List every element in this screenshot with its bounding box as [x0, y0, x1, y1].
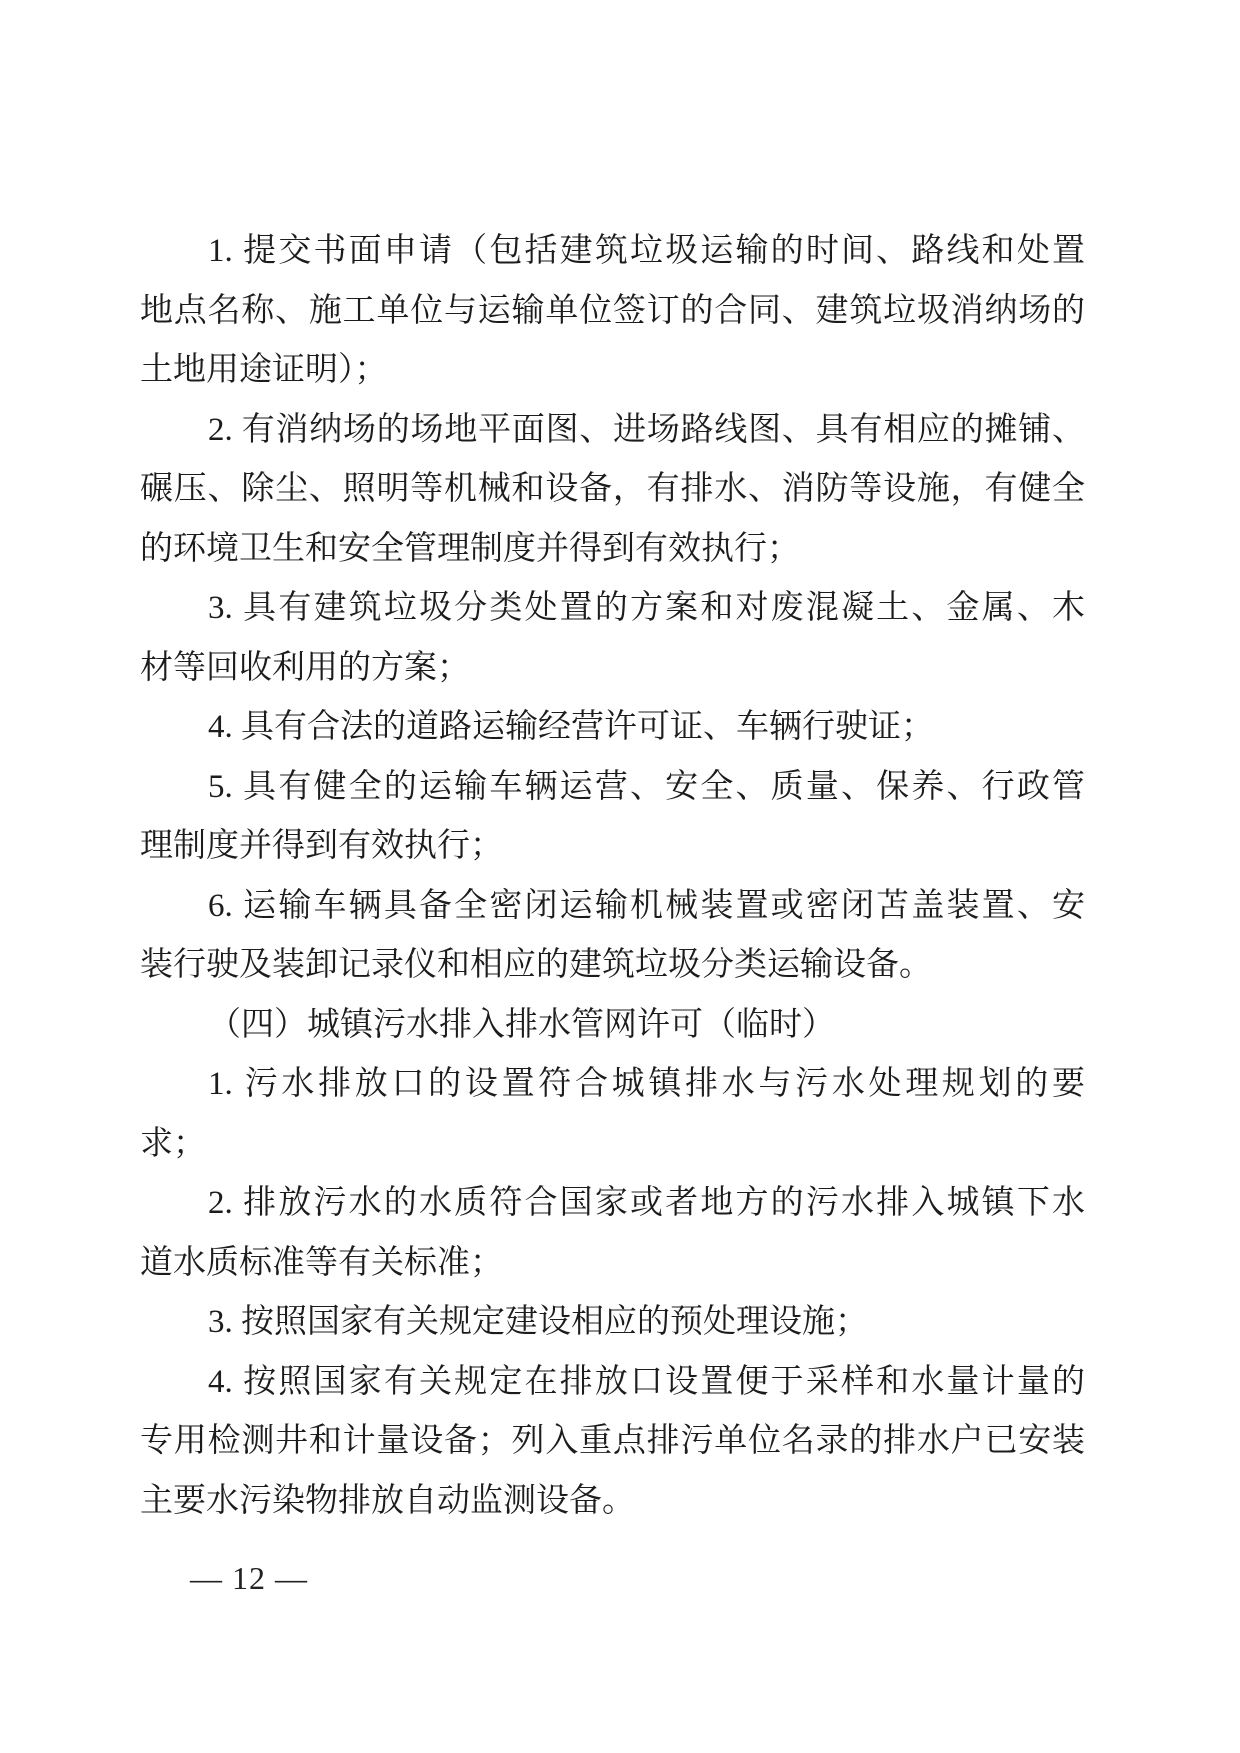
- doc-line: 2. 排放污水的水质符合国家或者地方的污水排入城镇下水: [208, 1185, 1085, 1221]
- body-text: [140, 222, 1085, 1531]
- doc-line: 4. 按照国家有关规定在排放口设置便于采样和水量计量的: [208, 1363, 1085, 1400]
- doc-section-heading: （四）城镇污水排入排水管网许可（临时）: [208, 1006, 835, 1043]
- doc-line: 碾压、除尘、照明等机械和设备，有排水、消防等设施，有健全: [140, 471, 1085, 507]
- doc-line: 1. 提交书面申请（包括建筑垃圾运输的时间、路线和处置: [208, 233, 1085, 269]
- page-number-footer: — 12 —: [190, 1560, 308, 1596]
- doc-line: 理制度并得到有效执行；: [140, 828, 503, 864]
- doc-line: 装行驶及装卸记录仪和相应的建筑垃圾分类运输设备。: [140, 947, 932, 983]
- doc-line: 1. 污水排放口的设置符合城镇排水与污水处理规划的要: [208, 1066, 1085, 1102]
- doc-line: 主要水污染物排放自动监测设备。: [140, 1482, 635, 1519]
- doc-line: 5. 具有健全的运输车辆运营、安全、质量、保养、行政管: [208, 768, 1085, 805]
- doc-line: 4. 具有合法的道路运输经营许可证、车辆行驶证；: [208, 709, 934, 745]
- doc-line: 材等回收利用的方案；: [140, 649, 470, 686]
- doc-line: 3. 按照国家有关规定建设相应的预处理设施；: [208, 1304, 868, 1340]
- doc-line: 2. 有消纳场的场地平面图、进场路线图、具有相应的摊铺、: [208, 411, 1085, 448]
- doc-line: 3. 具有建筑垃圾分类处置的方案和对废混凝土、金属、木: [208, 590, 1085, 626]
- doc-line: 求；: [140, 1125, 206, 1162]
- doc-line: 土地用途证明）；: [140, 352, 388, 388]
- doc-line: 6. 运输车辆具备全密闭运输机械装置或密闭苫盖装置、安: [208, 887, 1085, 924]
- doc-line: 地点名称、施工单位与运输单位签订的合同、建筑垃圾消纳场的: [140, 292, 1085, 329]
- doc-line: 道水质标准等有关标准；: [140, 1244, 503, 1281]
- doc-line: 专用检测井和计量设备；列入重点排污单位名录的排水户已安装: [140, 1423, 1085, 1459]
- doc-line: 的环境卫生和安全管理制度并得到有效执行；: [140, 530, 800, 567]
